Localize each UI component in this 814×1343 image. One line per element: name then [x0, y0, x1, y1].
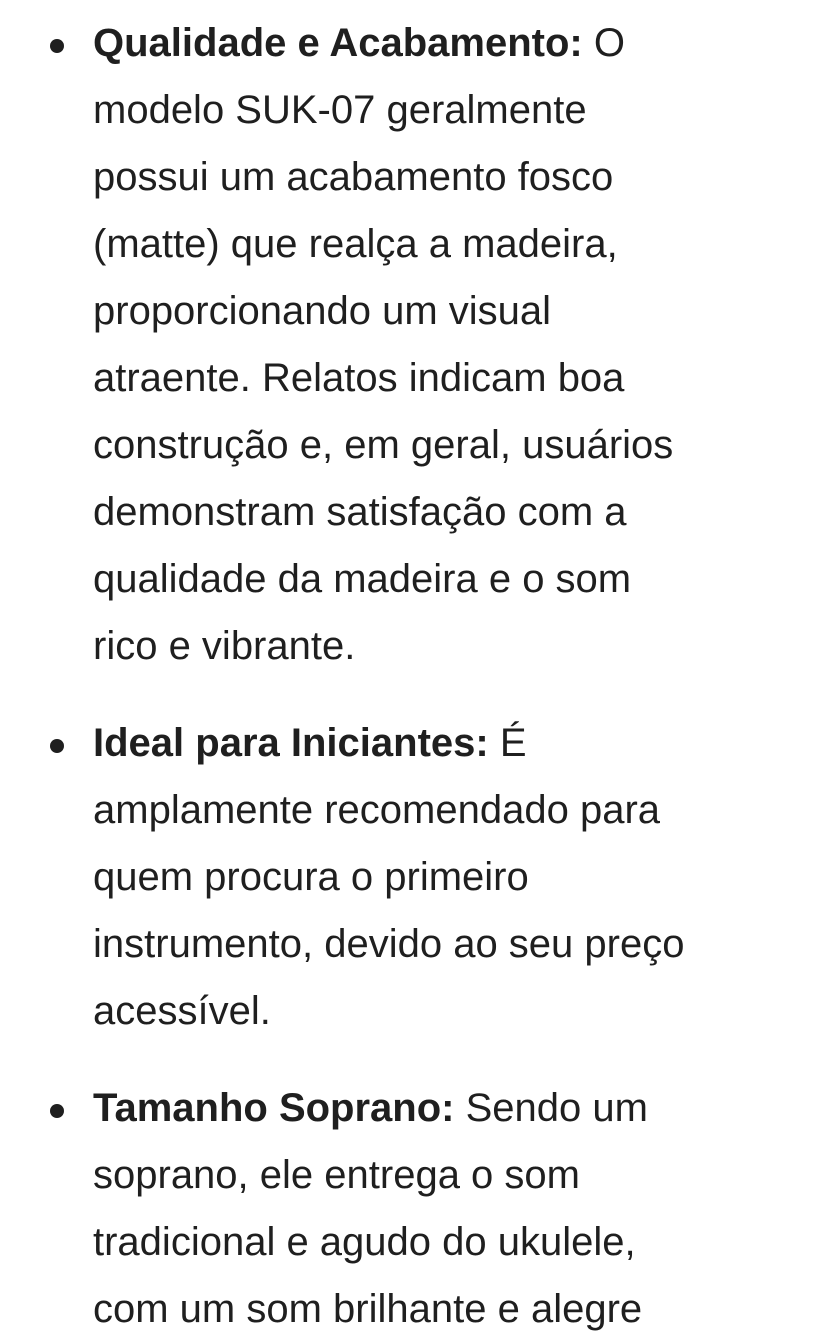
paragraph-line: atraente. Relatos indicam boa	[93, 356, 625, 400]
bold-heading: Qualidade e Acabamento:	[93, 21, 583, 65]
clipped-line: com um som brilhante e alegre	[93, 1287, 643, 1331]
bold-heading: Tamanho Soprano:	[93, 1086, 455, 1130]
paragraph-line: quem procura o primeiro	[93, 855, 529, 899]
paragraph-line: rico e vibrante.	[93, 624, 356, 668]
paragraph-line: modelo SUK-07 geralmente	[93, 88, 587, 132]
bullet-marker-column	[50, 10, 93, 53]
bold-heading: Ideal para Iniciantes:	[93, 721, 489, 765]
paragraph-line: tradicional e agudo do ukulele,	[93, 1220, 636, 1264]
lead-rest-text: É	[488, 721, 527, 765]
bullet-marker-column	[50, 1075, 93, 1118]
paragraph-lead-line	[93, 710, 798, 777]
paragraph-line: acessível.	[93, 989, 271, 1033]
paragraph-lead-line	[93, 10, 798, 77]
paragraph-line: possui um acabamento fosco	[93, 155, 614, 199]
lead-rest-text: Sendo um	[454, 1086, 648, 1130]
paragraph-line: qualidade da madeira e o som	[93, 557, 632, 601]
paragraph-line: proporcionando um visual	[93, 289, 552, 333]
bullet-marker-column	[50, 710, 93, 753]
list-item	[50, 710, 798, 1045]
list-item	[50, 10, 798, 680]
lead-rest-text: O	[582, 21, 625, 65]
paragraph-line: construção e, em geral, usuários	[93, 423, 674, 467]
paragraph-line: (matte) que realça a madeira,	[93, 222, 618, 266]
bullet-icon	[50, 1104, 64, 1118]
paragraph-line: demonstram satisfação com a	[93, 490, 627, 534]
paragraph-line: soprano, ele entrega o som	[93, 1153, 580, 1197]
bullet-icon	[50, 739, 64, 753]
bullet-list	[50, 10, 798, 1343]
paragraph-lead-line	[93, 1075, 798, 1142]
bullet-text	[93, 710, 798, 1045]
paragraph-line: instrumento, devido ao seu preço	[93, 922, 685, 966]
bullet-icon	[50, 39, 64, 53]
bullet-text	[93, 10, 798, 680]
paragraph-line: amplamente recomendado para	[93, 788, 661, 832]
bullet-text	[93, 1075, 798, 1343]
list-item	[50, 1075, 798, 1343]
